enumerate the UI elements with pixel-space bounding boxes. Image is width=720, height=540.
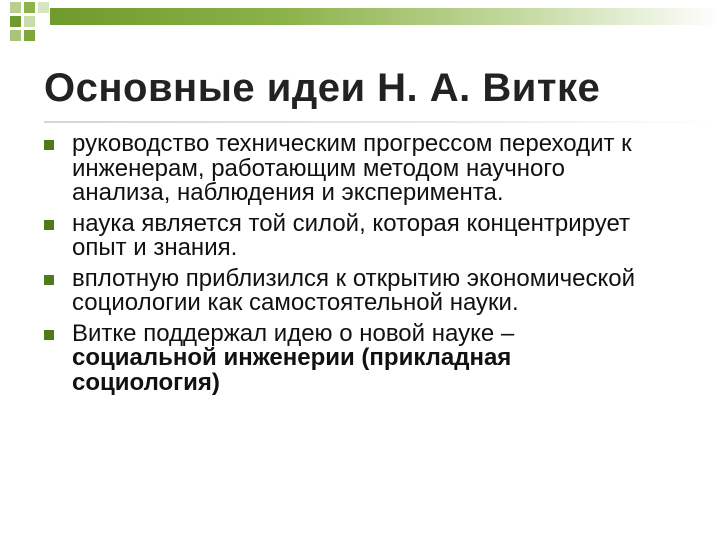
corner-square-7 xyxy=(24,30,35,41)
header-gradient-bar xyxy=(50,8,720,25)
title-divider xyxy=(44,121,720,123)
slide-title: Основные идеи Н. А. Витке xyxy=(44,66,601,110)
bullet-bold-text: социальной инженерии (прикладная социология) xyxy=(72,344,512,396)
corner-square-2 xyxy=(24,2,35,13)
bullet-list xyxy=(44,132,654,401)
square-bullet-icon xyxy=(44,275,54,285)
square-bullet-icon xyxy=(44,330,54,340)
square-bullet-icon xyxy=(44,220,54,230)
bullet-item-4 xyxy=(44,319,654,396)
bullet-text: вплотную приблизился к открытию экономической социологии как самостоятельной науки. xyxy=(72,264,636,316)
bullet-item-3 xyxy=(44,264,654,316)
corner-square-1 xyxy=(10,2,21,13)
bullet-text: наука является той силой, которая концентрирует опыт и знания. xyxy=(72,209,630,261)
corner-square-3 xyxy=(38,2,49,13)
corner-square-6 xyxy=(10,30,21,41)
square-bullet-icon xyxy=(44,140,54,150)
bullet-item-1 xyxy=(44,132,654,206)
corner-square-5 xyxy=(24,16,35,27)
corner-square-4 xyxy=(10,16,21,27)
bullet-item-2 xyxy=(44,209,654,261)
bullet-text: Витке поддержал идею о новой науке – xyxy=(72,319,515,347)
bullet-text: руководство техническим прогрессом переходит к инженерам, работающим методом научного анализа, наблюдения и эксперимента. xyxy=(72,130,632,206)
